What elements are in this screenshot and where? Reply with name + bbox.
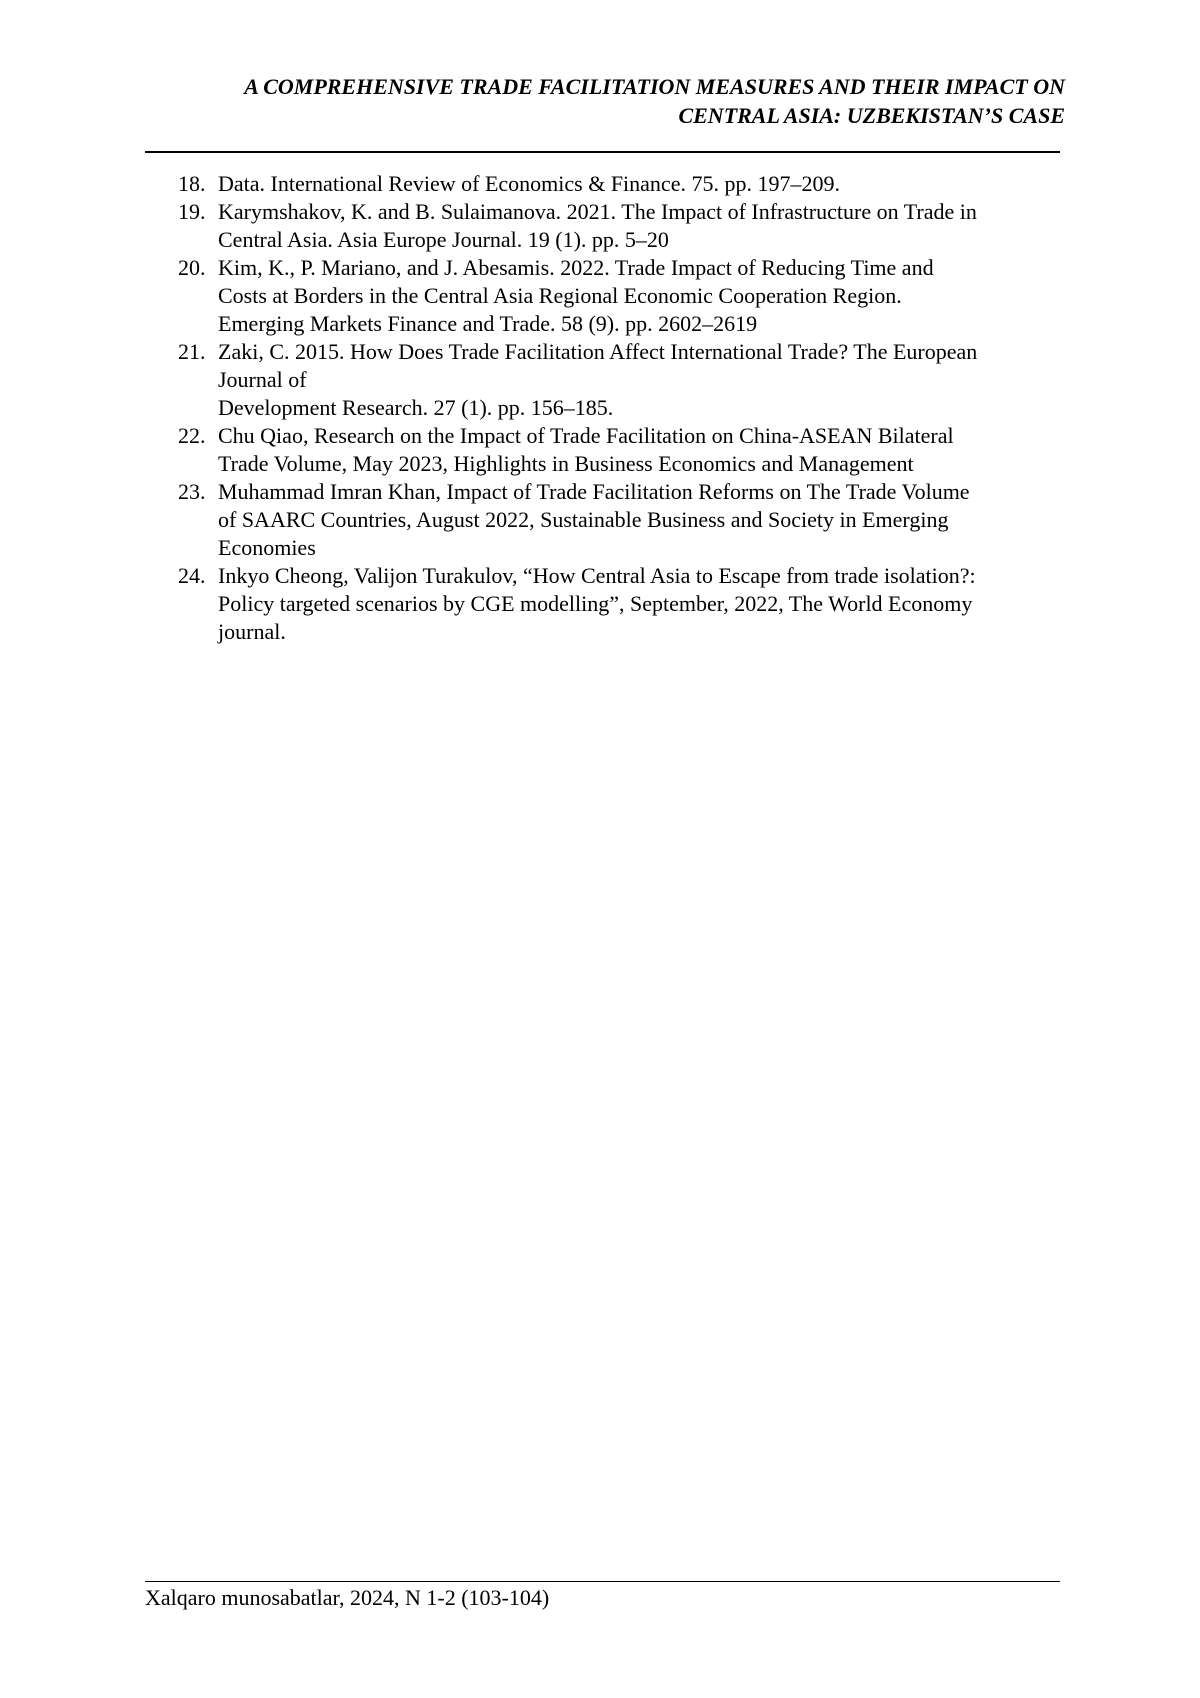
footer-journal-info: Xalqaro munosabatlar, 2024, N 1-2 (103-104) xyxy=(145,1585,550,1610)
reference-item xyxy=(0,198,1068,254)
reference-item xyxy=(0,478,1068,562)
reference-text-line: Karymshakov, K. and B. Sulaimanova. 2021. The Impact of Infrastructure on Trade in xyxy=(218,199,977,224)
reference-number: 19. xyxy=(178,199,206,224)
reference-list xyxy=(0,170,1200,646)
reference-number: 23. xyxy=(178,479,206,504)
reference-text-line: Economies xyxy=(218,535,316,560)
reference-item xyxy=(0,422,1068,478)
running-header-line-1: A COMPREHENSIVE TRADE FACILITATION MEASURES AND THEIR IMPACT ON xyxy=(244,74,1065,99)
reference-text-line: Costs at Borders in the Central Asia Regional Economic Cooperation Region. xyxy=(218,283,902,308)
reference-text-line: Kim, K., P. Mariano, and J. Abesamis. 2022. Trade Impact of Reducing Time and xyxy=(218,255,934,280)
reference-text-line: of SAARC Countries, August 2022, Sustainable Business and Society in Emerging xyxy=(218,507,949,532)
reference-item xyxy=(0,254,1068,338)
reference-number: 18. xyxy=(178,171,206,196)
reference-text-line: Data. International Review of Economics & Finance. 75. pp. 197–209. xyxy=(218,171,840,196)
reference-text-line: Journal of xyxy=(218,367,307,392)
running-header-line-2: CENTRAL ASIA: UZBEKISTAN’S CASE xyxy=(678,103,1065,128)
reference-item xyxy=(0,562,1068,646)
reference-number: 22. xyxy=(178,423,206,448)
reference-item xyxy=(0,338,1068,422)
reference-text-line: Trade Volume, May 2023, Highlights in Business Economics and Management xyxy=(218,451,914,476)
reference-text-line: Chu Qiao, Research on the Impact of Trade Facilitation on China-ASEAN Bilateral xyxy=(218,423,954,448)
reference-text-line: Development Research. 27 (1). pp. 156–185. xyxy=(218,395,614,420)
reference-text-line: Muhammad Imran Khan, Impact of Trade Facilitation Reforms on The Trade Volume xyxy=(218,479,970,504)
reference-number: 24. xyxy=(178,563,206,588)
reference-text-line: Emerging Markets Finance and Trade. 58 (9). pp. 2602–2619 xyxy=(218,311,758,336)
reference-text-line: Policy targeted scenarios by CGE modelling”, September, 2022, The World Economy xyxy=(218,591,973,616)
footer-rule xyxy=(145,1581,1060,1582)
reference-text-line: Inkyo Cheong, Valijon Turakulov, “How Central Asia to Escape from trade isolation?: xyxy=(218,563,976,588)
header-rule xyxy=(145,151,1060,153)
reference-text-line: Zaki, C. 2015. How Does Trade Facilitation Affect International Trade? The European xyxy=(218,339,978,364)
reference-number: 21. xyxy=(178,339,206,364)
reference-text-line: journal. xyxy=(218,619,286,644)
running-header xyxy=(145,72,1065,130)
reference-item xyxy=(0,170,1068,198)
reference-text-line: Central Asia. Asia Europe Journal. 19 (1). pp. 5–20 xyxy=(218,227,669,252)
reference-number: 20. xyxy=(178,255,206,280)
